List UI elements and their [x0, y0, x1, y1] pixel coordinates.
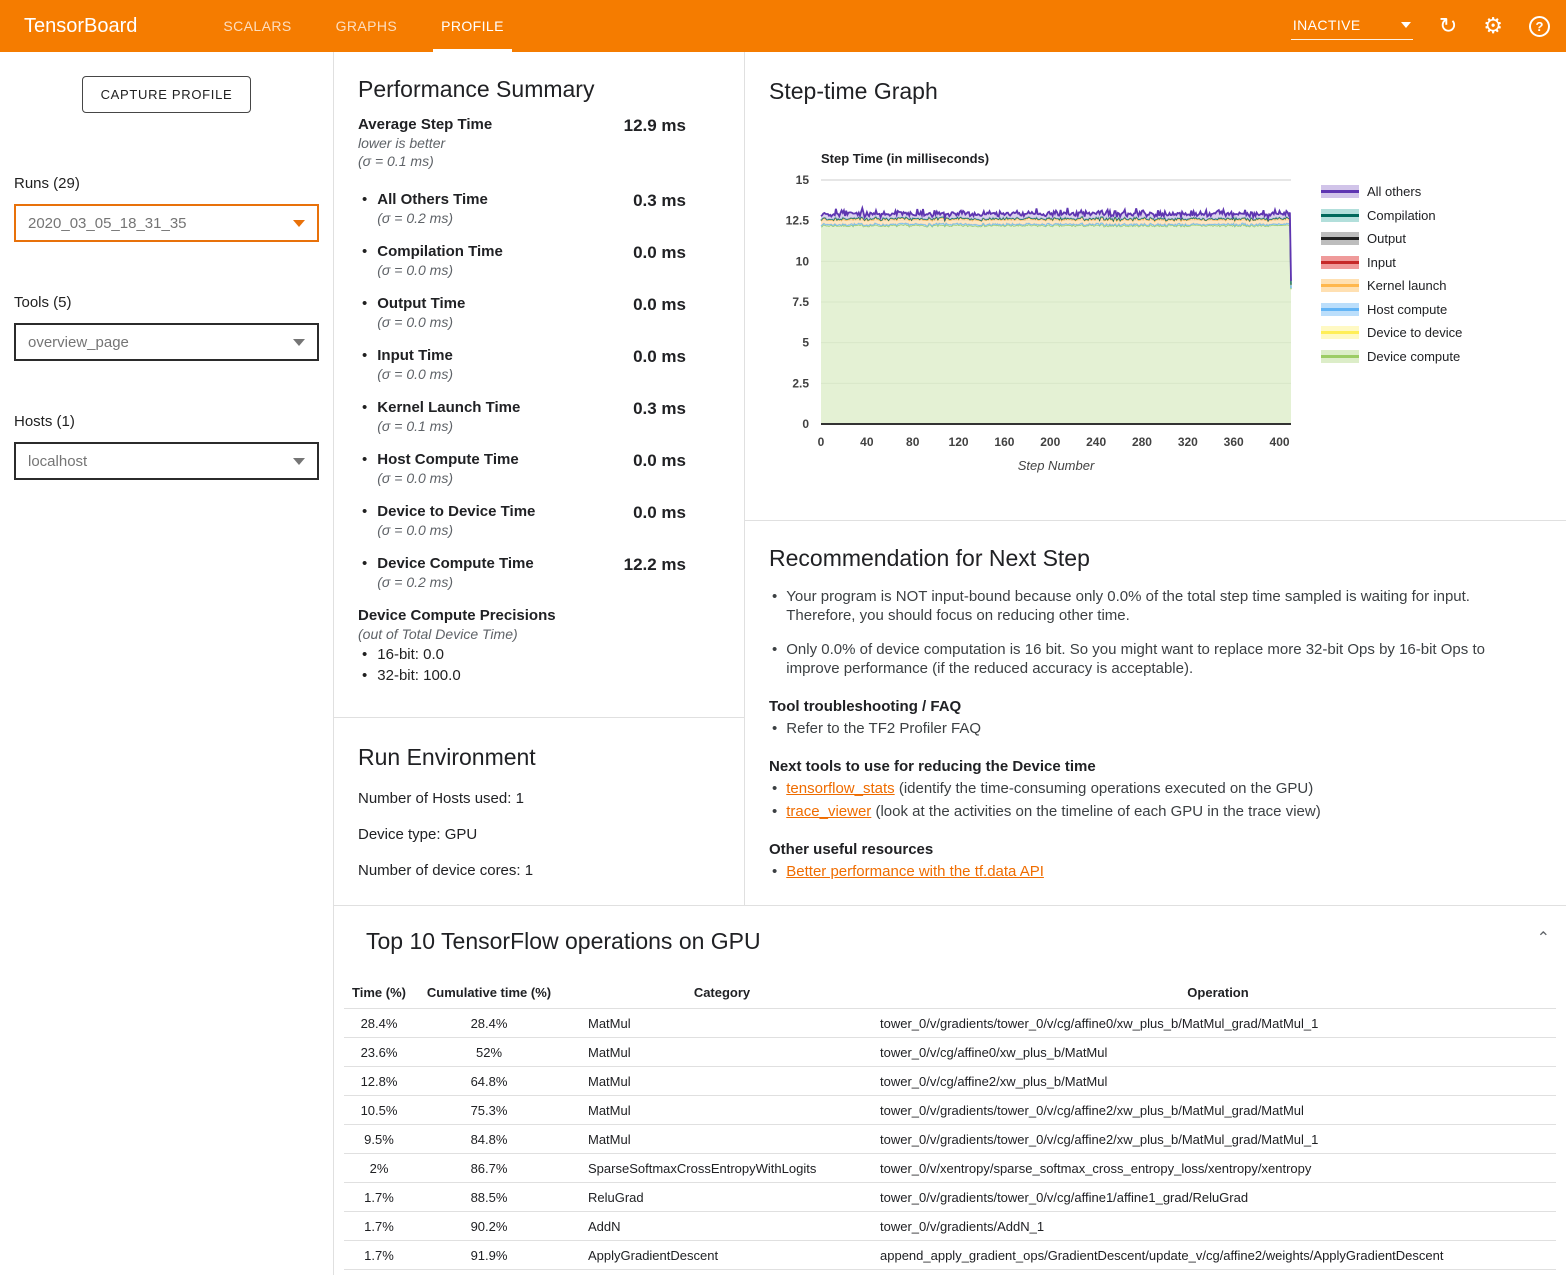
next-tool-item: • trace_viewer (look at the activities on the timeline of each GPU in the trace view) — [769, 802, 1556, 821]
reload-icon[interactable]: ↻ — [1438, 13, 1458, 38]
legend-item — [1321, 255, 1462, 270]
legend-label: Input — [1367, 254, 1396, 270]
tools-select[interactable]: overview_page — [14, 323, 319, 361]
precisions-label: Device Compute Precisions — [358, 607, 556, 624]
metric-value: 0.0 ms — [633, 295, 686, 314]
chevron-down-icon — [293, 339, 305, 346]
legend-item — [1321, 302, 1462, 317]
collapse-chevron-up-icon[interactable]: ⌃ — [1536, 930, 1550, 947]
recommendation-bullet: • Only 0.0% of device computation is 16 bit. So you might want to replace more 32-bit Ops by 16-bit Ops to improve performance (if the reduced accuracy is acceptable). — [769, 640, 1541, 678]
nav-tab[interactable]: SCALARS — [223, 18, 292, 34]
summary-metric-row: • Input Time (σ = 0.0 ms) 0.0 ms — [358, 347, 720, 382]
chart-title: Step Time (in milliseconds) — [821, 151, 990, 166]
next-tool-item: • tensorflow_stats (identify the time-consuming operations executed on the GPU) — [769, 779, 1556, 798]
hosts-label: Hosts (1) — [14, 413, 75, 430]
top-ops-card — [334, 905, 1566, 1275]
legend-label: Device compute — [1367, 348, 1461, 364]
precision-item: • 16-bit: 0.0 — [358, 646, 720, 663]
svg-text:280: 280 — [1131, 435, 1152, 448]
runs-label: Runs (29) — [14, 175, 80, 192]
legend-item — [1321, 231, 1462, 246]
metric-value: 0.0 ms — [633, 503, 686, 522]
svg-text:2.5: 2.5 — [792, 376, 809, 391]
legend-label: Output — [1367, 231, 1407, 246]
legend-swatch — [1321, 350, 1359, 363]
recommendation-bullet: • Your program is NOT input-bound because only 0.0% of the total step time sampled is waiting for input. Therefore, you should focus on reducing other time. — [769, 587, 1541, 625]
metric-value: 0.3 ms — [633, 399, 686, 418]
svg-text:12.5: 12.5 — [785, 213, 809, 228]
legend-swatch — [1321, 279, 1359, 292]
summary-metric-row: • Host Compute Time (σ = 0.0 ms) 0.0 ms — [358, 451, 720, 486]
run-environment-card — [334, 717, 744, 905]
summary-metric-row: • All Others Time (σ = 0.2 ms) 0.3 ms — [358, 191, 720, 226]
svg-text:0: 0 — [802, 417, 809, 431]
faq-item: • Refer to the TF2 Profiler FAQ — [769, 719, 1556, 738]
next-tools-heading: Next tools to use for reducing the Device time — [769, 758, 1096, 775]
summary-metric-row: • Device Compute Time (σ = 0.2 ms) 12.2 ms — [358, 555, 720, 590]
resource-item — [769, 862, 1556, 881]
svg-text:15: 15 — [795, 173, 809, 187]
settings-gear-icon[interactable]: ⚙ — [1483, 13, 1503, 38]
run-environment-title: Run Environment — [358, 744, 536, 770]
status-dropdown[interactable]: INACTIVE — [1291, 13, 1413, 40]
capture-profile-button[interactable]: CAPTURE PROFILE — [82, 76, 252, 113]
svg-text:400: 400 — [1269, 435, 1290, 448]
svg-text:320: 320 — [1177, 435, 1198, 448]
table-row: 1.7% 90.2% AddN tower_0/v/gradients/AddN_1 — [344, 1212, 1556, 1241]
x-axis-label: Step Number — [1017, 458, 1095, 473]
svg-text:360: 360 — [1223, 435, 1244, 448]
app-title: TensorBoard — [24, 14, 138, 37]
table-header-row: Time (%) Cumulative time (%) Category Operation — [352, 985, 1249, 1000]
recommendation-card — [745, 520, 1566, 905]
legend-swatch — [1321, 326, 1359, 339]
sidebar — [0, 52, 334, 1275]
legend-swatch — [1321, 232, 1359, 245]
svg-text:240: 240 — [1086, 435, 1107, 448]
table-row: 2% 86.7% SparseSoftmaxCrossEntropyWithLogits tower_0/v/xentropy/sparse_softmax_cross_entropy_loss/xentropy/xentropy — [344, 1154, 1556, 1183]
table-row: 1.7% 88.5% ReluGrad tower_0/v/gradients/tower_0/v/cg/affine1/affine1_grad/ReluGrad — [344, 1183, 1556, 1212]
app-header — [0, 0, 1566, 52]
svg-text:160: 160 — [994, 435, 1015, 448]
metric-value: 0.0 ms — [633, 451, 686, 470]
svg-text:5: 5 — [802, 335, 809, 350]
run-environment-line: Number of device cores: 1 — [358, 862, 534, 879]
metric-value: 12.2 ms — [623, 555, 686, 574]
metric-value: 0.0 ms — [633, 243, 686, 262]
metric-value: 0.0 ms — [633, 347, 686, 366]
legend-swatch — [1321, 209, 1359, 222]
precision-item: • 32-bit: 100.0 — [358, 667, 720, 684]
svg-text:80: 80 — [906, 435, 920, 448]
svg-text:0: 0 — [817, 435, 825, 448]
summary-metric-row: • Kernel Launch Time (σ = 0.1 ms) 0.3 ms — [358, 399, 720, 434]
table-row: 1.7% 91.9% ApplyGradientDescent append_apply_gradient_ops/GradientDescent/update_v/cg/affine2/weights/ApplyGradientDescent — [344, 1241, 1556, 1270]
legend-label: All others — [1367, 184, 1422, 199]
legend-item — [1321, 184, 1462, 199]
table-row: 10.5% 75.3% MatMul tower_0/v/gradients/tower_0/v/cg/affine2/xw_plus_b/MatMul_grad/MatMul — [344, 1096, 1556, 1125]
legend-swatch — [1321, 185, 1359, 198]
top-ops-table — [344, 979, 1556, 1270]
table-row: 23.6% 52% MatMul tower_0/v/cg/affine0/xw_plus_b/MatMul — [344, 1038, 1556, 1067]
faq-heading: Tool troubleshooting / FAQ — [769, 698, 962, 715]
legend-label: Device to device — [1367, 325, 1463, 340]
chart-legend — [1321, 184, 1462, 448]
chevron-down-icon — [293, 458, 305, 465]
nav-tab[interactable]: PROFILE — [419, 0, 526, 52]
average-step-time: Average Step Time lower is better (σ = 0.1 ms) 12.9 ms — [358, 116, 686, 169]
hosts-select[interactable]: localhost — [14, 442, 319, 480]
nav-tab[interactable]: GRAPHS — [335, 18, 398, 34]
tool-link[interactable]: trace_viewer — [786, 803, 872, 820]
help-icon[interactable]: ? — [1529, 16, 1550, 37]
table-row: 28.4% 28.4% MatMul tower_0/v/gradients/tower_0/v/cg/affine0/xw_plus_b/MatMul_grad/MatMul_1 — [344, 1009, 1556, 1038]
legend-label: Compilation — [1367, 207, 1436, 223]
svg-text:120: 120 — [948, 435, 969, 448]
table-row: 12.8% 64.8% MatMul tower_0/v/cg/affine2/xw_plus_b/MatMul — [344, 1067, 1556, 1096]
nav-tabs — [201, 0, 525, 52]
run-environment-line: Number of Hosts used: 1 — [358, 790, 524, 807]
svg-text:200: 200 — [1040, 435, 1061, 448]
average-step-time-value: 12.9 ms — [623, 116, 686, 135]
performance-summary-card: Performance Summary Average Step Time lower is better (σ = 0.1 ms) 12.9 ms • All Others Time (σ = 0.2 ms) 0.3 ms • Compilation Time (σ = 0.0 ms) 0.0 ms • Output Time (σ = 0.0 ms) 0.0 ms • Input Time (σ = 0.0 ms) 0.0 ms • Kernel Launch Time (σ = 0.1 ms) 0.3 ms • Host Compute Time (σ = 0.0 ms) 0.0 ms • Device to Device Time (σ = 0.0 ms) 0.0 ms • Device Compute Time (σ = 0.2 ms) 12.2 ms Device Compute Precisions (out of Total Device Time) • 16-bit: 0.0 • 32-bit: 100.0 — [334, 52, 744, 717]
resources-heading: Other useful resources — [769, 841, 934, 858]
step-time-chart[interactable] — [769, 166, 1309, 448]
summary-metric-row: • Compilation Time (σ = 0.0 ms) 0.0 ms — [358, 243, 720, 278]
performance-summary-title: Performance Summary — [358, 76, 595, 102]
legend-label: Host compute — [1367, 301, 1448, 317]
table-row: 9.5% 84.8% MatMul tower_0/v/gradients/tower_0/v/cg/affine2/xw_plus_b/MatMul_grad/MatMul_1 — [344, 1125, 1556, 1154]
step-time-graph-card — [745, 52, 1566, 520]
legend-item — [1321, 208, 1462, 223]
legend-swatch — [1321, 303, 1359, 316]
top-ops-title: Top 10 TensorFlow operations on GPU — [366, 928, 761, 954]
tool-link[interactable]: tensorflow_stats — [786, 780, 895, 797]
runs-select[interactable]: 2020_03_05_18_31_35 — [14, 204, 319, 242]
summary-metric-row: • Output Time (σ = 0.0 ms) 0.0 ms — [358, 295, 720, 330]
run-environment-line: Device type: GPU — [358, 826, 478, 843]
chevron-down-icon — [1401, 22, 1411, 28]
legend-swatch — [1321, 256, 1359, 269]
step-time-graph-title: Step-time Graph — [769, 78, 938, 104]
svg-text:40: 40 — [860, 435, 874, 448]
chevron-down-icon — [293, 220, 305, 227]
svg-text:10: 10 — [795, 254, 809, 269]
metric-value: 0.3 ms — [633, 191, 686, 210]
legend-item — [1321, 325, 1462, 340]
svg-text:7.5: 7.5 — [792, 295, 809, 309]
legend-label: Kernel launch — [1367, 278, 1447, 293]
legend-item — [1321, 278, 1462, 293]
legend-item — [1321, 349, 1462, 364]
resource-link[interactable]: Better performance with the tf.data API — [786, 863, 1044, 880]
tools-label: Tools (5) — [14, 294, 72, 311]
recommendation-title: Recommendation for Next Step — [769, 545, 1090, 571]
summary-metric-row: • Device to Device Time (σ = 0.0 ms) 0.0 ms — [358, 503, 720, 538]
